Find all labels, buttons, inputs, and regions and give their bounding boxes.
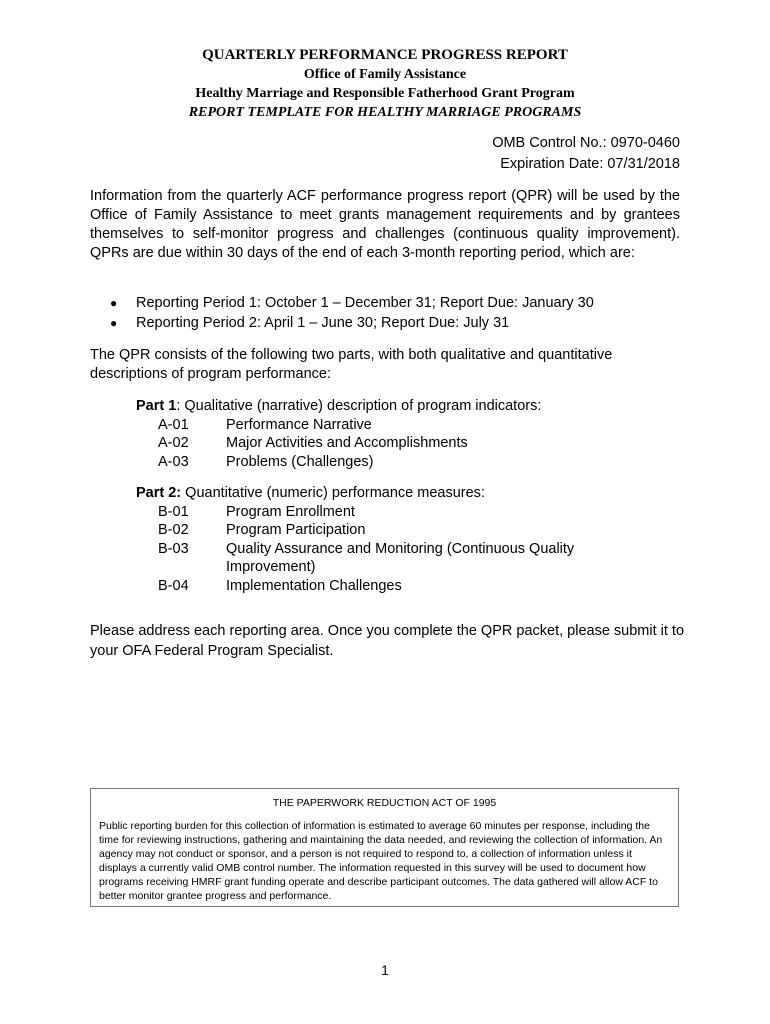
closing-paragraph: Please address each reporting area. Once you complete the QPR packet, please submit it to your OFA Federal Program Specialist.	[90, 623, 685, 659]
indicator-code: A-03	[158, 453, 189, 470]
indicator-code: A-02	[158, 435, 189, 451]
pra-title: THE PAPERWORK REDUCTION ACT OF 1995	[272, 797, 497, 809]
page-number: 1	[381, 962, 389, 978]
measure-text: Quality Assurance and Monitoring (Continuous Quality Improvement)	[226, 540, 575, 575]
part-2-label: Part 2:	[136, 485, 182, 501]
report-title: QUARTERLY PERFORMANCE PROGRESS REPORT	[202, 47, 568, 63]
measure-text: Implementation Challenges	[226, 577, 402, 594]
measure-row	[136, 521, 636, 540]
list-item	[90, 294, 680, 314]
template-name: REPORT TEMPLATE FOR HEALTHY MARRIAGE PROGRAMS	[188, 105, 582, 120]
measure-code: B-01	[158, 503, 189, 520]
indicator-row	[136, 416, 636, 435]
part-1-description: : Qualitative (narrative) description of program indicators:	[176, 398, 542, 414]
office-name: Office of Family Assistance	[303, 67, 467, 82]
list-item-text: Reporting Period 1: October 1 – December 31; Report Due: January 30	[136, 295, 594, 311]
indicator-code: A-01	[158, 416, 189, 433]
indicator-row	[136, 434, 636, 453]
part-2-section	[136, 484, 636, 595]
part-1-section	[136, 397, 636, 471]
measure-code: B-02	[158, 522, 189, 538]
intro-paragraph: Information from the quarterly ACF performance progress report (QPR) will be used by the Office of Family Assistance to meet grants management requirements and by grantees themselves to self-monitor progress and challenges (continuous quality improvement). QPRs are due within 30 days of the end of each 3-month reporting period, which are:	[90, 188, 680, 261]
measure-row	[136, 540, 636, 577]
indicator-text: Major Activities and Accomplishments	[226, 435, 468, 451]
parts-intro-paragraph: The QPR consists of the following two parts, with both qualitative and quantitative descriptions of program performance:	[90, 347, 613, 382]
measure-code: B-03	[158, 540, 189, 557]
measure-row	[136, 503, 636, 522]
part-2-title	[136, 484, 636, 503]
measure-code: B-04	[158, 577, 189, 594]
report-header	[0, 46, 770, 122]
indicator-text: Problems (Challenges)	[226, 453, 374, 470]
bullet-icon: ●	[110, 315, 118, 330]
paperwork-reduction-notice	[90, 788, 679, 907]
program-name: Healthy Marriage and Responsible Fatherhood Grant Program	[195, 86, 575, 101]
indicator-row	[136, 453, 636, 472]
measure-text: Program Enrollment	[226, 503, 355, 520]
part-1-title	[136, 397, 636, 416]
omb-expiration-date: Expiration Date: 07/31/2018	[500, 156, 680, 172]
indicator-text: Performance Narrative	[226, 416, 372, 433]
reporting-periods-list	[90, 294, 680, 333]
part-2-description: Quantitative (numeric) performance measures:	[181, 485, 485, 501]
bullet-icon: ●	[110, 296, 118, 310]
omb-control-number: OMB Control No.: 0970-0460	[492, 135, 680, 151]
omb-info	[492, 133, 680, 175]
list-item-text: Reporting Period 2: April 1 – June 30; Report Due: July 31	[136, 314, 510, 331]
measure-row	[136, 577, 636, 596]
part-1-label: Part 1	[136, 398, 177, 414]
pra-body: Public reporting burden for this collection of information is estimated to average 60 minutes per response, including the time for reviewing instructions, gathering and maintaining the data needed, and reviewing the collection of information. An agency may not conduct or sponsor, and a person is not required to respond to, a collection of information unless it displays a currently valid OMB control number. The information requested in this survey will be used to document how programs receiving HMRF grant funding operate and describe participant outcomes. The data gathered will allow ACF to better monitor grantee progress and performance.	[99, 820, 663, 902]
measure-text: Program Participation	[226, 522, 366, 538]
list-item	[90, 314, 680, 334]
